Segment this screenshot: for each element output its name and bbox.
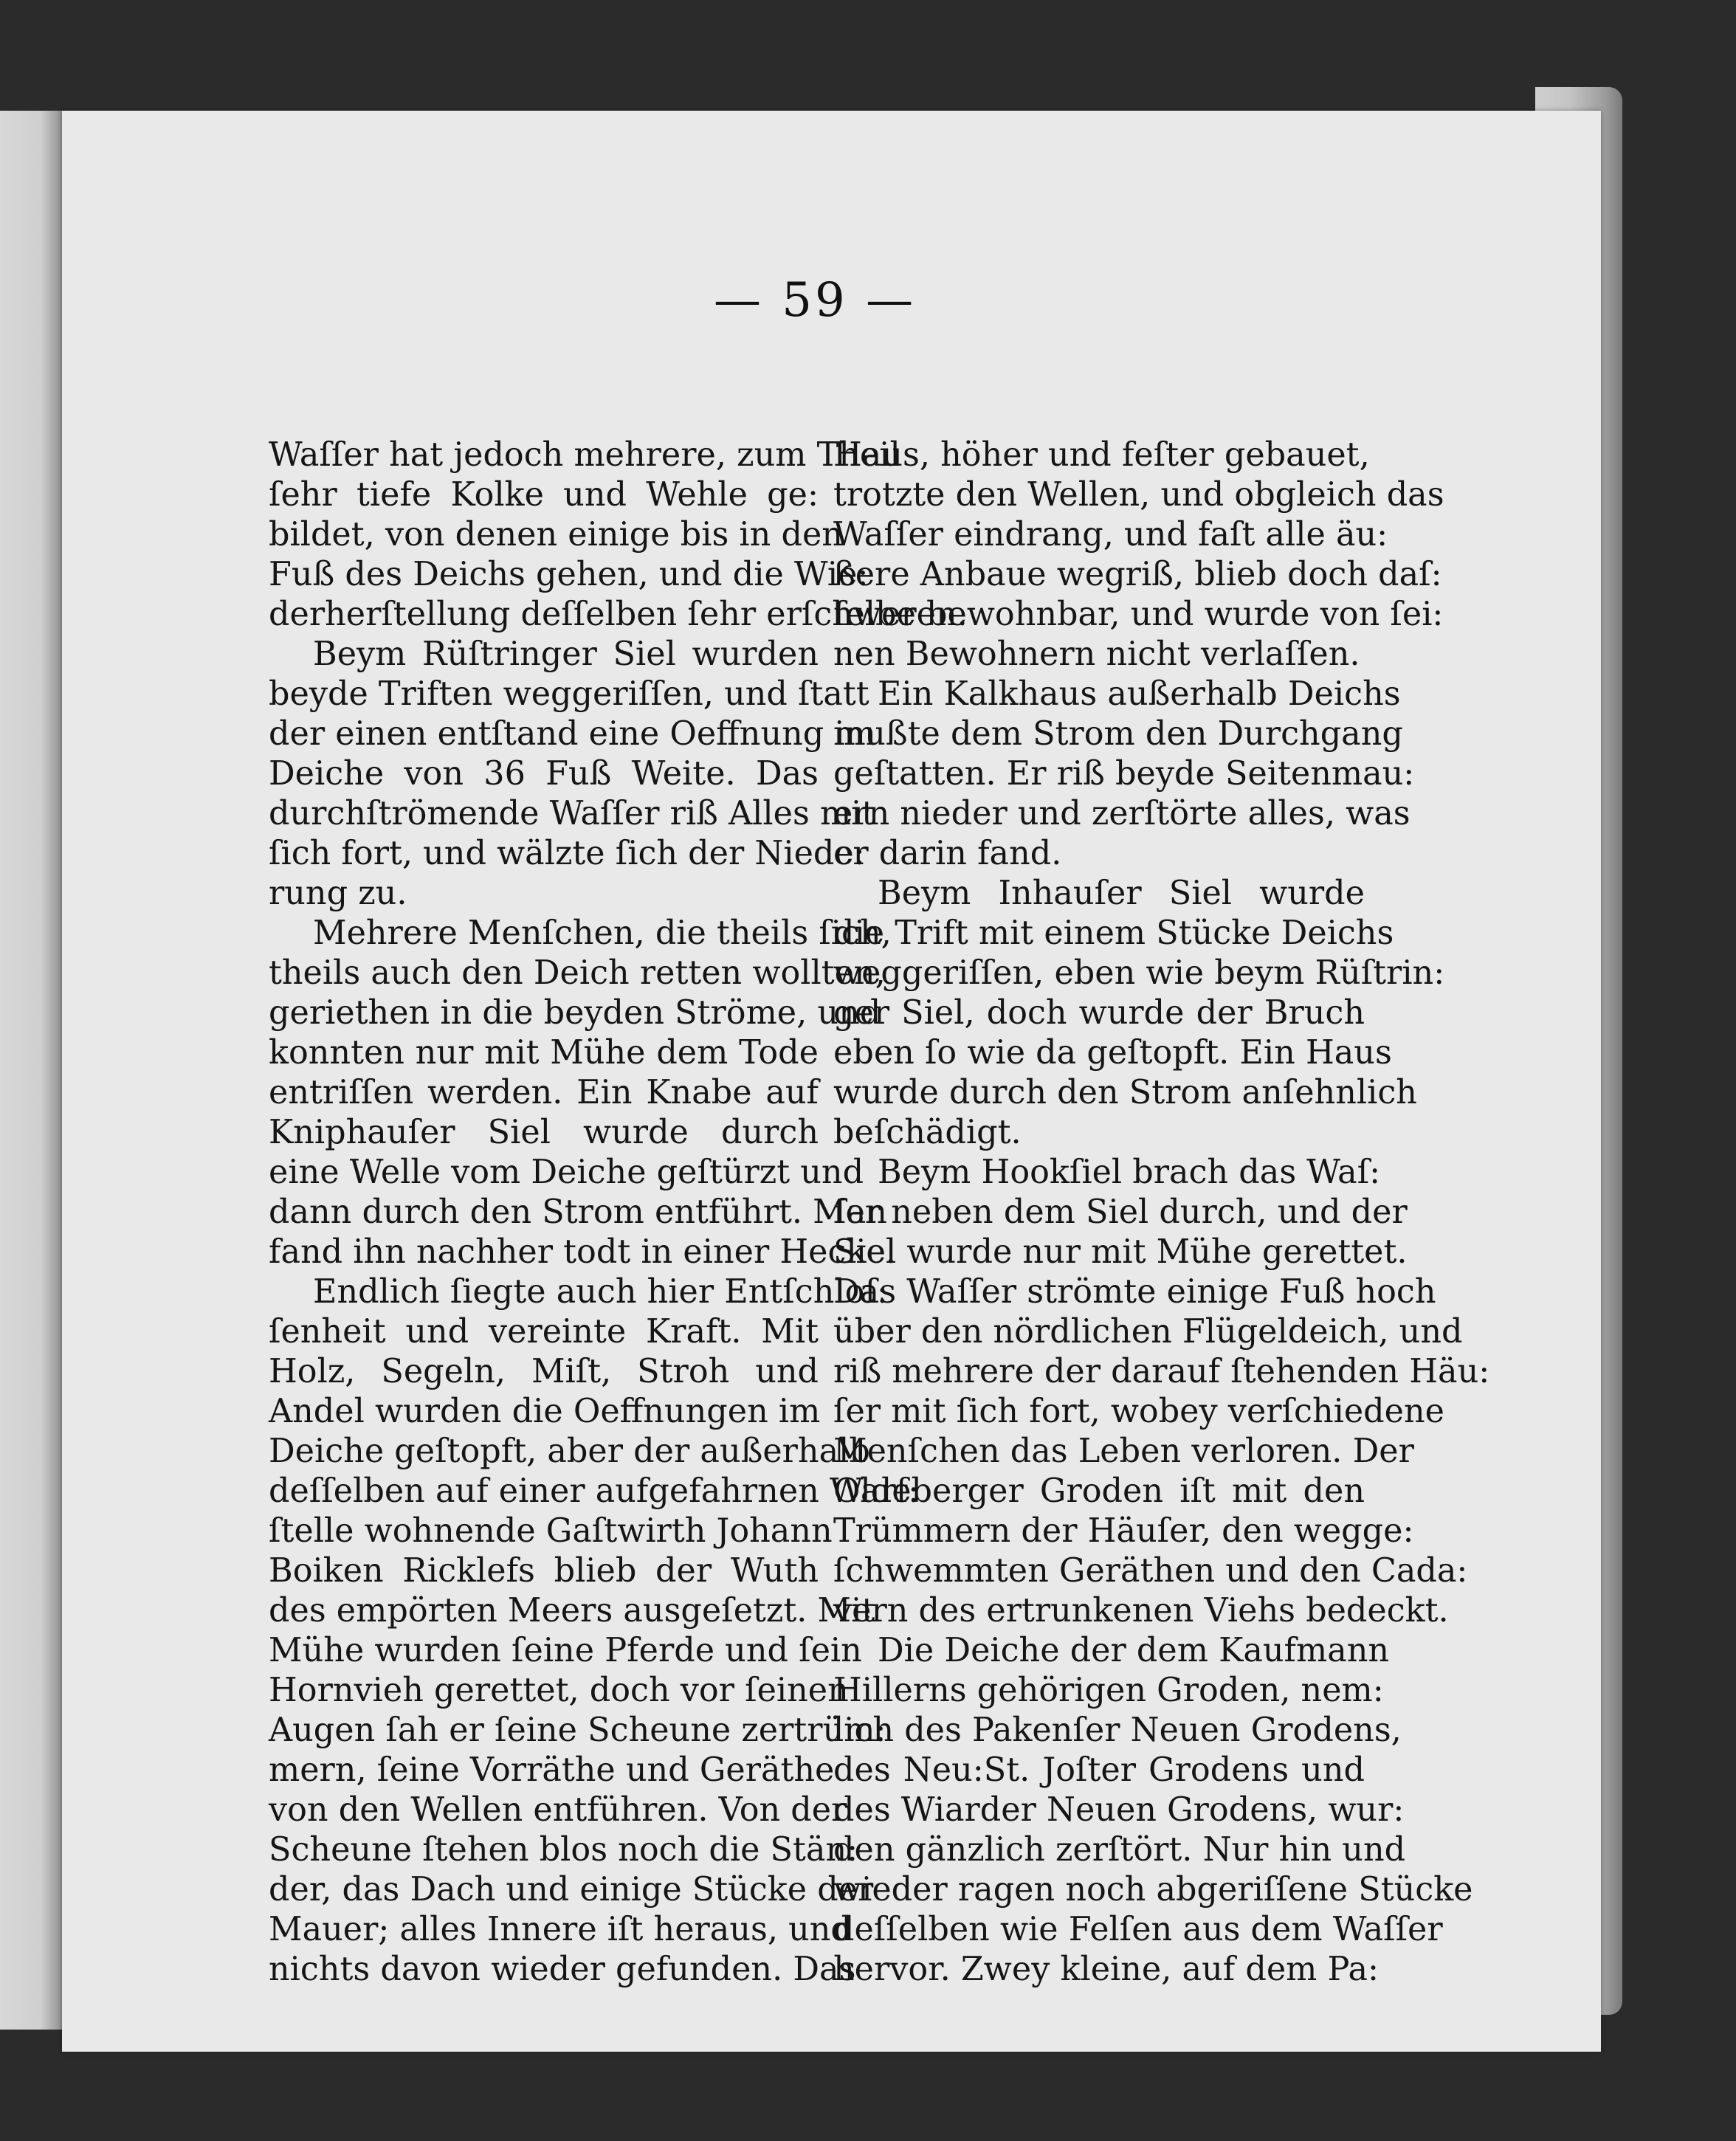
text-line: beyde Triften weggeriſſen, und ſtatt — [269, 675, 869, 713]
text-line: ern nieder und zerſtörte alles, was — [833, 795, 1410, 832]
text-line: Beym Hookſiel brach das Waſ: — [878, 1154, 1381, 1191]
text-line: ßere Anbaue wegriß, blieb doch daſ: — [833, 556, 1442, 593]
facing-page-edge — [0, 111, 68, 2030]
text-line: Waſſer hat jedoch mehrere, zum Theil — [269, 436, 900, 474]
text-line: Hillerns gehörigen Groden, nem: — [833, 1672, 1384, 1709]
text-line: lich des Pakenſer Neuen Grodens, — [833, 1711, 1402, 1749]
text-line: hervor. Zwey kleine, auf dem Pa: — [833, 1951, 1379, 1988]
text-line: eine Welle vom Deiche geſtürzt und — [269, 1154, 864, 1191]
text-line: ſich fort, und wälzte ſich der Niede: — [269, 835, 865, 872]
text-line: nichts davon wieder gefunden. Das — [269, 1951, 856, 1988]
text-line: Hornvieh gerettet, doch vor ſeinen — [269, 1672, 849, 1709]
text-line: ſtelle wohnende Gaſtwirth Johann — [269, 1512, 833, 1550]
text-line: Endlich ſiegte auch hier Entſchloſ: — [313, 1273, 888, 1311]
text-line: Menſchen das Leben verloren. Der — [833, 1432, 1414, 1470]
text-column-right — [833, 435, 1490, 1990]
text-line: entriſſen werden. Ein Knabe auf — [269, 1074, 819, 1111]
text-line: ſehr tiefe Kolke und Wehle ge: — [269, 476, 819, 514]
text-line: bildet, von denen einige bis in den — [269, 516, 843, 554]
text-line: nen Bewohnern nicht verlaſſen. — [833, 635, 1360, 673]
text-line: des empörten Meers ausgeſetzt. Mit — [269, 1592, 875, 1630]
text-line: Beym Inhauſer Siel wurde — [878, 875, 1365, 912]
text-line: deſſelben wie Felſen aus dem Waſſer — [833, 1911, 1443, 1948]
text-line: Andel wurden die Oeffnungen im — [269, 1393, 821, 1430]
text-line: Augen ſah er ſeine Scheune zertrüm: — [269, 1711, 886, 1749]
text-line: Scheune ſtehen blos noch die Stän: — [269, 1831, 858, 1869]
text-line: eben ſo wie da geſtopft. Ein Haus — [833, 1034, 1392, 1072]
book-page — [62, 111, 1601, 2052]
text-line: konnten nur mit Mühe dem Tode — [269, 1034, 819, 1072]
text-line: Das Waſſer strömte einige Fuß hoch — [833, 1273, 1436, 1311]
text-line: die Trift mit einem Stücke Deichs — [833, 914, 1394, 952]
text-line: vern des ertrunkenen Viehs bedeckt. — [833, 1592, 1449, 1630]
text-line: Haus, höher und feſter gebauet, — [833, 436, 1370, 474]
text-line: dann durch den Strom entführt. Man — [269, 1193, 887, 1231]
text-line: mern, ſeine Vorräthe und Geräthe — [269, 1751, 835, 1789]
text-line: rung zu. — [269, 875, 407, 912]
page-number: — 59 — — [713, 273, 917, 328]
text-line: fand ihn nachher todt in einer Hecke. — [269, 1233, 896, 1271]
text-line: über den nördlichen Flügeldeich, und — [833, 1313, 1463, 1351]
text-line: Waſſer eindrang, und faſt alle äu: — [833, 516, 1388, 554]
text-line: theils auch den Deich retten wollten, — [269, 954, 886, 992]
text-line: Mehrere Menſchen, die theils ſich, — [313, 914, 892, 952]
text-line: Oldeberger Groden iſt mit den — [833, 1472, 1365, 1510]
text-line: des Neu:St. Joſter Grodens und — [833, 1751, 1365, 1789]
text-line: Die Deiche der dem Kaufmann — [878, 1632, 1390, 1669]
text-line: geriethen in die beyden Ströme, und — [269, 994, 881, 1032]
text-line: Fuß des Deichs gehen, und die Wie: — [269, 556, 869, 593]
text-line: Trümmern der Häuſer, den wegge: — [833, 1512, 1414, 1550]
text-line: Kniphauſer Siel wurde durch — [269, 1114, 819, 1151]
text-line: ſelbe bewohnbar, und wurde von ſei: — [833, 596, 1444, 633]
text-line: Holz, Segeln, Miſt, Stroh und — [269, 1353, 819, 1390]
text-line: durchſtrömende Waſſer riß Alles mit — [269, 795, 875, 832]
text-line: Mühe wurden ſeine Pferde und ſein — [269, 1632, 862, 1669]
text-line: des Wiarder Neuen Grodens, wur: — [833, 1791, 1405, 1829]
text-line: Siel wurde nur mit Mühe gerettet. — [833, 1233, 1408, 1271]
text-line: ger Siel, doch wurde der Bruch — [833, 994, 1365, 1032]
text-line: ſer neben dem Siel durch, und der — [833, 1193, 1408, 1231]
text-line: weggeriſſen, eben wie beym Rüſtrin: — [833, 954, 1445, 992]
text-line: Beym Rüſtringer Siel wurden — [313, 635, 819, 673]
text-line: wieder ragen noch abgeriſſene Stücke — [833, 1871, 1473, 1909]
text-line: ſchwemmten Geräthen und den Cada: — [833, 1552, 1468, 1590]
text-line: Boiken Ricklefs blieb der Wuth — [269, 1552, 819, 1590]
text-line: beſchädigt. — [833, 1114, 1022, 1151]
text-line: trotzte den Wellen, und obgleich das — [833, 476, 1444, 514]
text-line: von den Wellen entführen. Von der — [269, 1791, 847, 1829]
text-line: mußte dem Strom den Durchgang — [833, 715, 1403, 753]
text-line: wurde durch den Strom anſehnlich — [833, 1074, 1417, 1111]
text-line: ſenheit und vereinte Kraft. Mit — [269, 1313, 819, 1351]
text-line: er darin fand. — [833, 835, 1062, 872]
text-line: Mauer; alles Innere iſt heraus, und — [269, 1911, 852, 1948]
text-line: der einen entſtand eine Oeffnung im — [269, 715, 876, 753]
text-line: deſſelben auf einer aufgefahrnen Warf: — [269, 1472, 920, 1510]
text-line: riß mehrere der darauf ſtehenden Häu: — [833, 1353, 1490, 1390]
text-line: geſtatten. Er riß beyde Seitenmau: — [833, 755, 1415, 793]
text-line: Deiche von 36 Fuß Weite. Das — [269, 755, 819, 793]
text-line: Deiche geſtopft, aber der außerhalb — [269, 1432, 870, 1470]
text-line: den gänzlich zerſtört. Nur hin und — [833, 1831, 1406, 1869]
text-line: der, das Dach und einige Stücke der — [269, 1871, 874, 1909]
text-line: derherſtellung deſſelben ſehr erſchweren. — [269, 596, 968, 633]
text-line: Ein Kalkhaus außerhalb Deichs — [878, 675, 1401, 713]
text-line: ſer mit ſich fort, wobey verſchiedene — [833, 1393, 1444, 1430]
